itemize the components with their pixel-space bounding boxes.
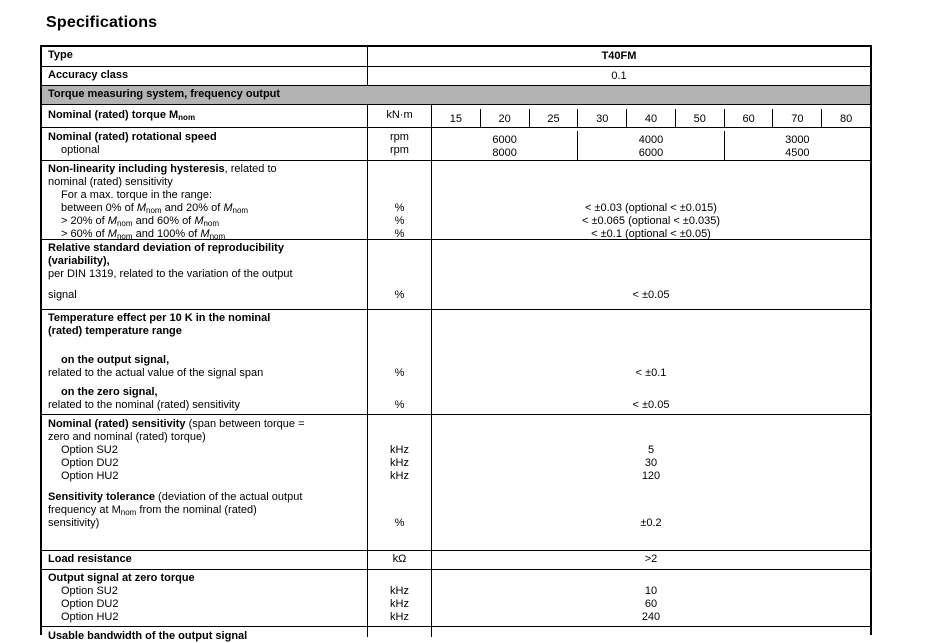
tolerance-value: ±0.2 <box>640 517 662 529</box>
temperature-unit-cell <box>367 310 431 414</box>
speed-label-optional: optional <box>61 144 100 156</box>
tolerance-unit: % <box>394 517 405 529</box>
output-zero-option-unit: kHz <box>390 611 409 623</box>
temperature-zero-line: related to the nominal (rated) sensitivity <box>48 399 240 411</box>
temperature-label-cell <box>42 310 367 414</box>
specifications-table <box>40 45 872 642</box>
temperature-output-line: related to the actual value of the signal span <box>48 367 264 379</box>
reproducibility-value: < ±0.05 <box>632 289 670 301</box>
clipped-unit-cell <box>367 627 431 637</box>
sensitivity-value-cell <box>431 415 870 550</box>
row-reproducibility <box>42 239 870 309</box>
speed-values <box>431 128 870 160</box>
nonlinearity-unit: % <box>394 215 405 227</box>
temperature-zero-value: < ±0.05 <box>632 399 670 411</box>
nonlinearity-unit-cell <box>367 161 431 239</box>
speed-unit: rpm <box>390 131 409 143</box>
sensitivity-option-label: Option HU2 <box>61 470 119 482</box>
output-zero-value-cell <box>431 570 870 626</box>
nonlinearity-unit: % <box>394 228 405 240</box>
speed-optional: 8000 <box>492 147 517 159</box>
nonlinearity-value: < ±0.1 (optional < ±0.05) <box>591 228 711 240</box>
reproducibility-title2: (variability), <box>48 255 110 267</box>
reproducibility-unit-cell <box>367 240 431 309</box>
row-rotational-speed <box>42 127 870 160</box>
accuracy-value: 0.1 <box>367 67 870 85</box>
sensitivity-option-unit: kHz <box>390 444 409 456</box>
temperature-output-unit: % <box>394 367 405 379</box>
temperature-output-value: < ±0.1 <box>635 367 667 379</box>
reproducibility-value-cell <box>431 240 870 309</box>
output-zero-title: Output signal at zero torque <box>48 572 195 584</box>
speed-group <box>577 131 723 160</box>
section-banner-title: Torque measuring system, frequency output <box>48 88 281 100</box>
sensitivity-option-label: Option SU2 <box>61 444 118 456</box>
output-zero-label-cell <box>42 570 367 626</box>
clipped-label-cell <box>42 627 367 642</box>
nonlinearity-line2: nominal (rated) sensitivity <box>48 176 173 188</box>
row-load-resistance <box>42 550 870 569</box>
row-accuracy-class <box>42 66 870 85</box>
output-zero-option-label: Option SU2 <box>61 585 118 597</box>
output-zero-option-unit: kHz <box>390 585 409 597</box>
temperature-output-heading: on the output signal, <box>61 354 170 366</box>
clipped-label: Usable bandwidth of the output signal <box>48 630 248 642</box>
output-zero-unit-cell <box>367 570 431 626</box>
temperature-value-cell <box>431 310 870 414</box>
torque-value: 80 <box>821 109 870 127</box>
type-value: T40FM <box>367 47 870 66</box>
temperature-title2: (rated) temperature range <box>48 325 182 337</box>
row-nominal-torque <box>42 104 870 127</box>
sensitivity-unit-cell <box>367 415 431 550</box>
clipped-value-cell <box>431 627 870 637</box>
torque-value: 60 <box>724 109 773 127</box>
nonlinearity-line3: For a max. torque in the range: <box>61 189 213 201</box>
nonlinearity-label-cell <box>42 161 367 239</box>
tolerance-line2: frequency at $M_{nom}$ from the nominal (rated) <box>48 504 257 517</box>
output-zero-option-value: 10 <box>644 585 658 597</box>
reproducibility-unit: % <box>394 289 405 301</box>
reproducibility-label-cell <box>42 240 367 309</box>
speed-nominal: 4000 <box>638 134 664 146</box>
speed-nominal: 3000 <box>785 134 810 146</box>
nonlinearity-value: < ±0.065 (optional < ±0.035) <box>581 215 721 227</box>
speed-optional: 6000 <box>638 147 664 159</box>
tolerance-line3: sensitivity) <box>48 517 100 529</box>
sensitivity-option-value: 120 <box>641 470 661 482</box>
sensitivity-line2: zero and nominal (rated) torque) <box>48 431 206 443</box>
row-nonlinearity <box>42 160 870 239</box>
type-label-cell <box>42 47 367 66</box>
sensitivity-option-label: Option DU2 <box>61 457 119 469</box>
row-temperature-effect <box>42 309 870 414</box>
row-output-zero-torque <box>42 569 870 626</box>
reproducibility-line4: signal <box>48 289 77 301</box>
sensitivity-title: Nominal (rated) sensitivity (span between torque = <box>48 418 305 430</box>
speed-label-cell <box>42 128 367 160</box>
torque-value: 20 <box>480 109 529 127</box>
nonlinearity-range3: > 60% of $M_{nom}$ and 100% of $M_{nom}$ <box>61 228 226 241</box>
torque-values <box>431 105 870 127</box>
sensitivity-option-value: 5 <box>647 444 655 456</box>
temperature-title1: Temperature effect per 10 K in the nominal <box>48 312 271 324</box>
load-label-cell <box>42 551 367 569</box>
output-zero-option-value: 240 <box>641 611 661 623</box>
torque-value: 30 <box>577 109 626 127</box>
load-label: Load resistance <box>48 553 132 565</box>
output-zero-option-label: Option DU2 <box>61 598 119 610</box>
nonlinearity-title: Non-linearity including hysteresis, related to <box>48 163 277 175</box>
nonlinearity-range2: > 20% of $M_{nom}$ and 60% of $M_{nom}$ <box>61 215 220 228</box>
speed-unit-optional: rpm <box>390 144 409 156</box>
torque-value: 15 <box>449 113 463 125</box>
torque-value: 25 <box>529 109 578 127</box>
load-unit: kΩ <box>367 551 431 569</box>
temperature-zero-heading: on the zero signal, <box>61 386 158 398</box>
output-zero-option-label: Option HU2 <box>61 611 119 623</box>
speed-label: Nominal (rated) rotational speed <box>48 131 217 143</box>
speed-group <box>724 131 870 160</box>
row-sensitivity <box>42 414 870 550</box>
torque-unit: kN·m <box>367 105 431 127</box>
nonlinearity-range1: between 0% of $M_{nom}$ and 20% of $M_{nom}$ <box>61 202 249 215</box>
row-clipped <box>42 626 870 642</box>
sensitivity-option-unit: kHz <box>390 470 409 482</box>
type-label: Type <box>48 49 73 61</box>
output-zero-option-unit: kHz <box>390 598 409 610</box>
section-banner <box>42 85 870 104</box>
speed-unit-cell <box>367 128 431 160</box>
speed-nominal: 6000 <box>492 134 517 146</box>
page-title: Specifications <box>46 14 158 31</box>
sensitivity-label-cell <box>42 415 367 550</box>
temperature-zero-unit: % <box>394 399 405 411</box>
accuracy-label-cell <box>42 67 367 85</box>
torque-label: Nominal (rated) torque $M_{nom}$ <box>48 109 196 122</box>
accuracy-label: Accuracy class <box>48 69 129 81</box>
tolerance-title: Sensitivity tolerance (deviation of the actual output <box>48 491 303 503</box>
output-zero-option-value: 60 <box>644 598 658 610</box>
sensitivity-option-value: 30 <box>644 457 658 469</box>
reproducibility-title1: Relative standard deviation of reproducibility <box>48 242 284 254</box>
torque-value: 70 <box>772 109 821 127</box>
nonlinearity-value: < ±0.03 (optional < ±0.015) <box>585 202 717 214</box>
nonlinearity-unit: % <box>394 202 405 214</box>
torque-value: 40 <box>626 109 675 127</box>
torque-label-cell <box>42 105 367 127</box>
nonlinearity-value-cell <box>431 161 870 239</box>
sensitivity-option-unit: kHz <box>390 457 409 469</box>
speed-optional: 4500 <box>785 147 810 159</box>
speed-group <box>432 131 577 160</box>
row-type <box>42 47 870 66</box>
torque-value: 50 <box>675 109 724 127</box>
load-value: >2 <box>431 551 870 569</box>
reproducibility-line3: per DIN 1319, related to the variation of the output <box>48 268 293 280</box>
